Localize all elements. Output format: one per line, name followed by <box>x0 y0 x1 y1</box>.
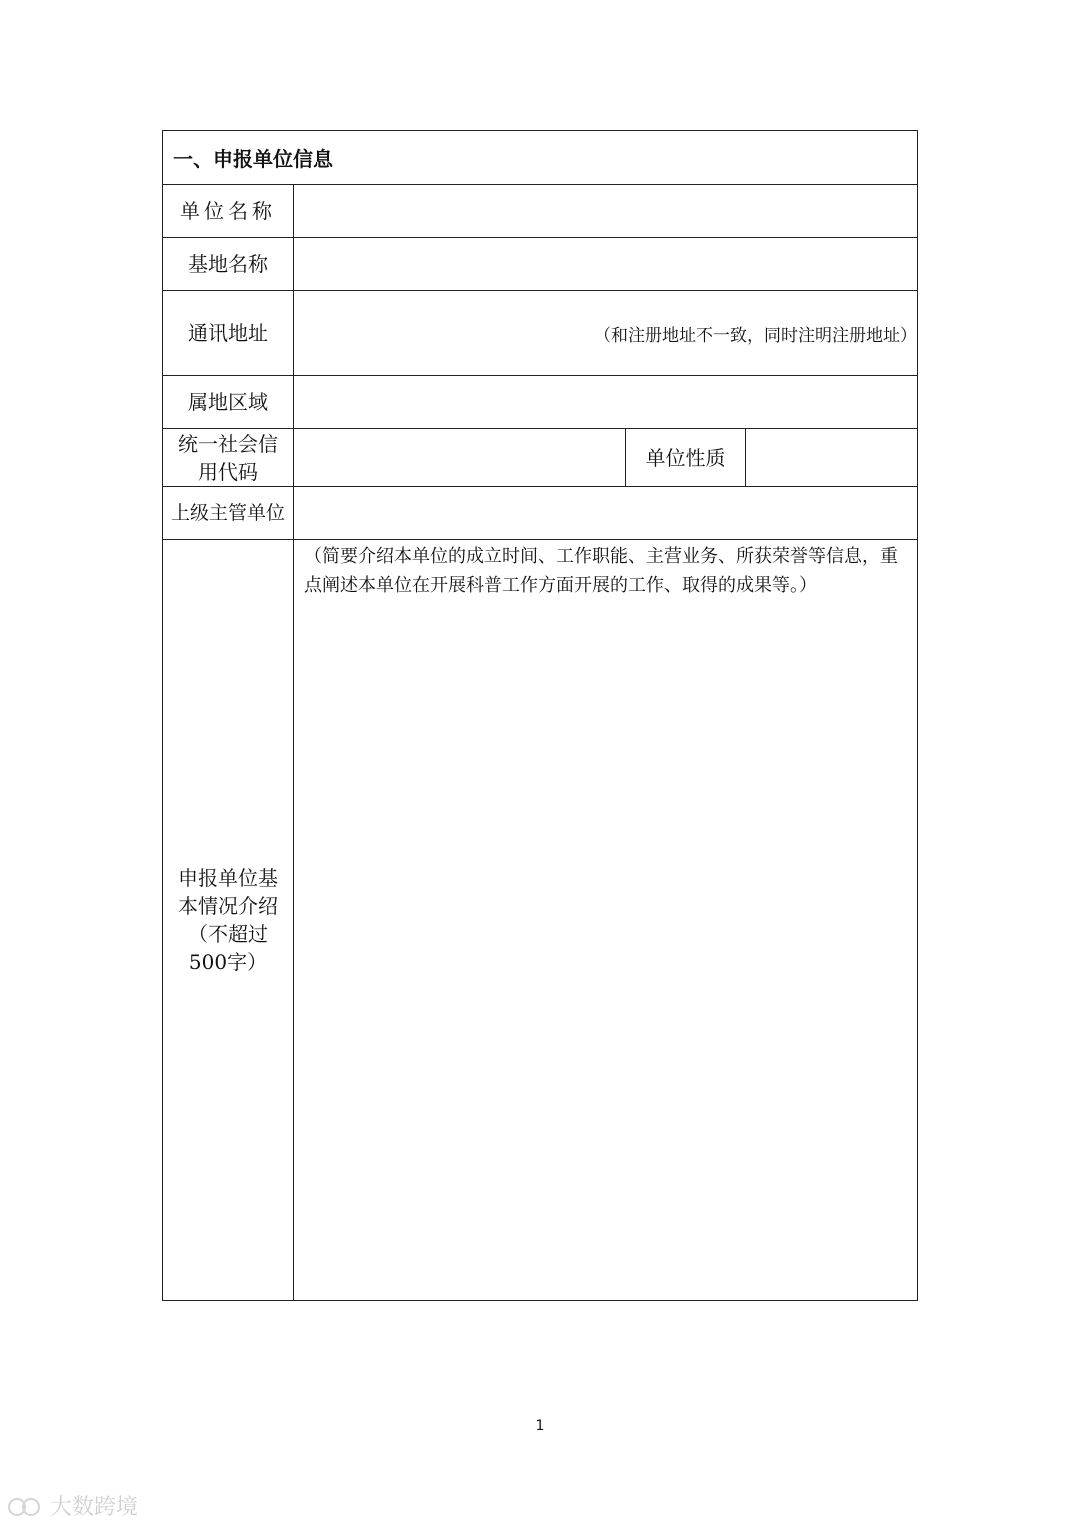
credit-code-label: 统一社会信用代码 <box>163 429 294 487</box>
credit-code-field[interactable] <box>294 429 626 487</box>
application-form <box>162 130 918 1301</box>
unit-nature-label: 单位性质 <box>626 429 746 487</box>
supervisor-row <box>163 487 918 540</box>
intro-row <box>163 540 918 1301</box>
address-field[interactable]: （和注册地址不一致，同时注明注册地址） <box>294 291 918 376</box>
base-name-row <box>163 238 918 291</box>
intro-label: 申报单位基本情况介绍（不超过500字） <box>163 540 294 1301</box>
unit-name-field[interactable] <box>294 185 918 238</box>
watermark-text: 大数跨境 <box>50 1495 139 1520</box>
watermark <box>8 1490 138 1521</box>
address-label: 通讯地址 <box>163 291 294 376</box>
unit-name-label: 单位名称 <box>163 185 294 238</box>
supervisor-field[interactable] <box>294 487 918 540</box>
unit-name-row <box>163 185 918 238</box>
supervisor-label: 上级主管单位 <box>163 487 294 540</box>
base-name-label: 基地名称 <box>163 238 294 291</box>
region-field[interactable] <box>294 376 918 429</box>
region-row <box>163 376 918 429</box>
base-name-field[interactable] <box>294 238 918 291</box>
intro-field[interactable]: （简要介绍本单位的成立时间、工作职能、主营业务、所获荣誉等信息，重点阐述本单位在开展科普工作方面开展的工作、取得的成果等。） <box>294 540 918 1301</box>
watermark-logo-icon <box>8 1495 44 1517</box>
address-row <box>163 291 918 376</box>
region-label: 属地区域 <box>163 376 294 429</box>
page-number: 1 <box>535 1418 545 1434</box>
credit-code-row <box>163 429 918 487</box>
unit-nature-field[interactable] <box>746 429 918 487</box>
section-title: 一、申报单位信息 <box>163 131 918 185</box>
section-header-row <box>163 131 918 185</box>
